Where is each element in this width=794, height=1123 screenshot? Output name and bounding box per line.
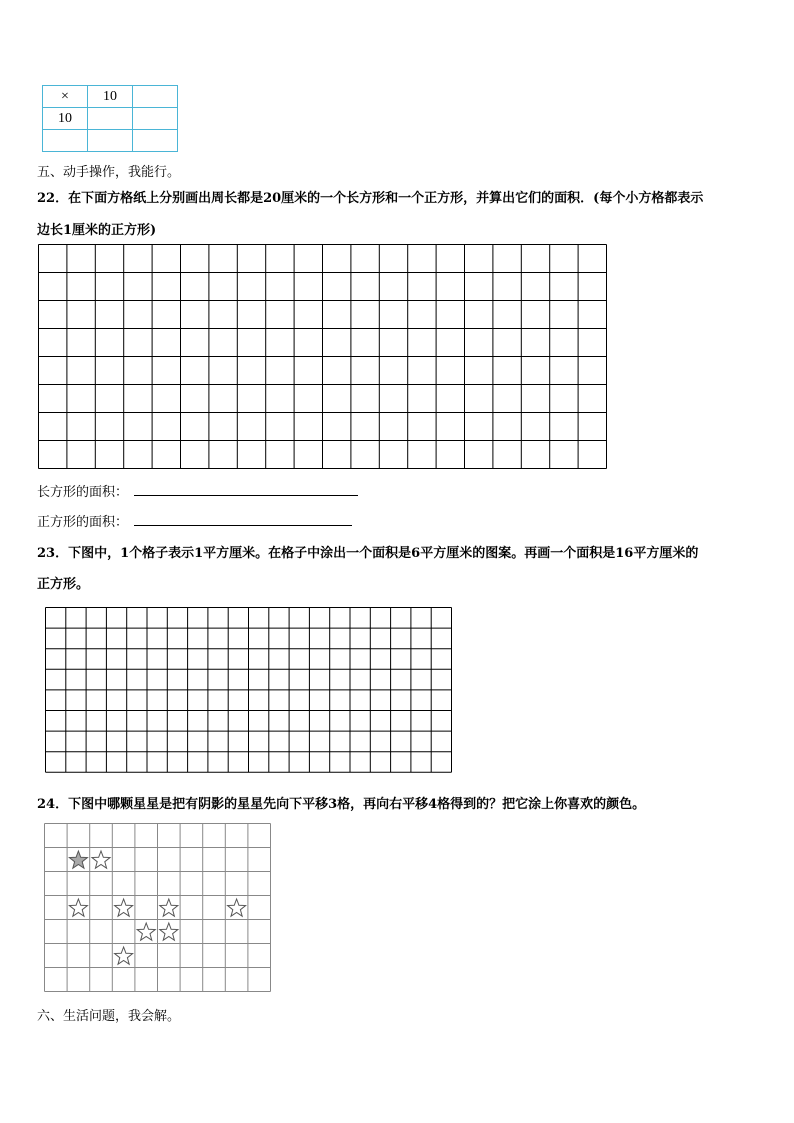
- star-icon[interactable]: [69, 899, 87, 916]
- square-area-answer: [37, 511, 352, 530]
- square-area-label: 正方形的面积：: [37, 515, 129, 530]
- star-icon[interactable]: [115, 899, 133, 916]
- star-icon[interactable]: [137, 923, 155, 940]
- table-cell-blank[interactable]: [133, 130, 178, 152]
- q22-text-line2: 边长1厘米的正方形): [37, 223, 157, 238]
- q22-text-line1: 22．在下面方格纸上分别画出周长都是20厘米的一个长方形和一个正方形，并算出它们的面积．(每个小方格都表示: [37, 191, 704, 206]
- table-cell-blank[interactable]: [43, 130, 88, 152]
- star-icon[interactable]: [160, 923, 178, 940]
- rect-area-answer: [37, 481, 358, 500]
- table-corner-cell: ×: [43, 86, 88, 108]
- table-cell-blank[interactable]: [88, 130, 133, 152]
- q24-text: 24．下图中哪颗星星是把有阴影的星星先向下平移3格，再向右平移4格得到的？把它涂上你喜欢的颜色。: [37, 797, 646, 812]
- table-row-header: 10: [43, 108, 88, 130]
- q22-grid-paper[interactable]: [38, 244, 608, 469]
- q23-text-line2: 正方形。: [37, 577, 90, 592]
- rect-area-label: 长方形的面积：: [37, 485, 129, 500]
- table-row: [43, 86, 178, 108]
- table-cell-blank[interactable]: [133, 86, 178, 108]
- star-icon[interactable]: [115, 947, 133, 964]
- q23-text-line1: 23．下图中，1个格子表示1平方厘米。在格子中涂出一个面积是6平方厘米的图案。再画一个面积是16平方厘米的: [37, 546, 699, 561]
- star-icon[interactable]: [92, 851, 110, 868]
- section6-heading: 六、生活问题，我会解。: [37, 1009, 181, 1024]
- section5-heading: 五、动手操作，我能行。: [37, 165, 181, 180]
- table-row: [43, 108, 178, 130]
- square-area-blank[interactable]: [134, 515, 352, 526]
- rect-area-blank[interactable]: [134, 485, 358, 496]
- multiplication-table: [42, 85, 178, 152]
- star-icon[interactable]: [228, 899, 246, 916]
- table-row: [43, 130, 178, 152]
- table-cell-blank[interactable]: [88, 108, 133, 130]
- q24-star-grid[interactable]: [44, 823, 272, 993]
- star-icon[interactable]: [160, 899, 178, 916]
- table-cell-blank[interactable]: [133, 108, 178, 130]
- table-col-header: 10: [88, 86, 133, 108]
- q23-grid-paper[interactable]: [45, 607, 453, 773]
- shaded-star-icon[interactable]: [69, 851, 87, 868]
